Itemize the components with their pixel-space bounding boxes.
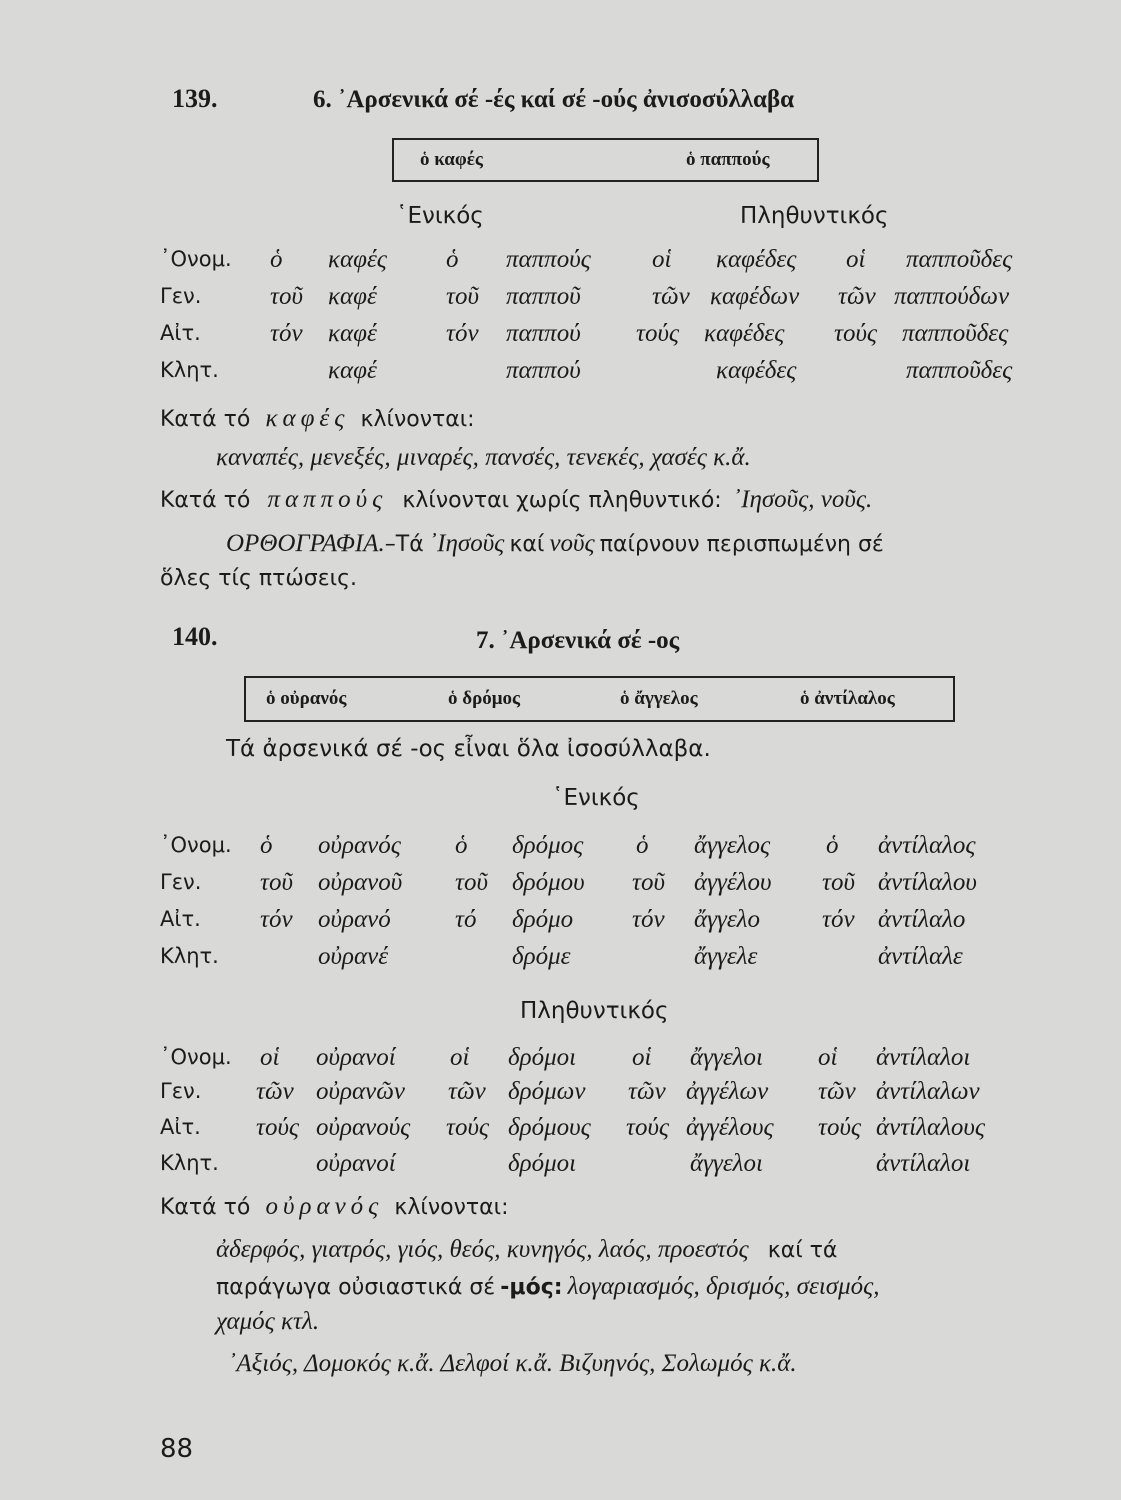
- article: τούς: [834, 320, 878, 347]
- plural-header-140: Πληθυντικός: [520, 998, 669, 1024]
- form: ἀγγέλου: [694, 869, 772, 896]
- form: καφέδων: [710, 283, 800, 310]
- article: τοῦ: [260, 869, 293, 896]
- article: τῶν: [652, 283, 690, 310]
- form: ἀντίλαλοι: [876, 1044, 971, 1071]
- orthography-note-line2: ὅλες τίς πτώσεις.: [160, 566, 357, 591]
- form: ἀντίλαλους: [876, 1114, 986, 1141]
- case-label: Γεν.: [160, 284, 202, 308]
- form: οὐρανοῦ: [318, 869, 403, 896]
- section-heading-140: 7. ᾿Αρσενικά σέ -ος: [476, 627, 680, 654]
- article: τούς: [626, 1114, 670, 1141]
- article: τοῦ: [632, 869, 665, 896]
- article: τούς: [636, 320, 680, 347]
- word-list-ouranos-line2: παράγωγα οὐσιαστικά σέ -μός: λογαριασμός, δρισμός, σεισμός,: [216, 1273, 880, 1300]
- box-word-kafes: ὁ καφές: [420, 149, 483, 170]
- article: ὁ: [826, 832, 839, 859]
- form: οὐρανούς: [316, 1114, 411, 1141]
- form: δρόμους: [508, 1114, 591, 1141]
- article: οἱ: [846, 246, 866, 273]
- article: τούς: [446, 1114, 490, 1141]
- paradigm-box-139: [392, 138, 819, 182]
- form: παππού: [506, 357, 581, 384]
- case-label: Αἰτ.: [160, 1115, 201, 1139]
- article: τοῦ: [446, 283, 479, 310]
- case-label: Αἰτ.: [160, 321, 201, 345]
- article: τοῦ: [822, 869, 855, 896]
- form: ἀντίλαλο: [878, 906, 966, 933]
- article: τόν: [446, 320, 479, 347]
- form: παπποῦ: [506, 283, 581, 310]
- case-label: ᾿Ονομ.: [160, 247, 232, 271]
- form: δρόμων: [508, 1078, 586, 1105]
- article: τοῦ: [270, 283, 303, 310]
- plural-header-139: Πληθυντικός: [740, 203, 889, 229]
- article: οἱ: [818, 1044, 838, 1071]
- article: ὁ: [636, 832, 649, 859]
- form: παπποῦδες: [906, 246, 1013, 273]
- word-list-kafes: καναπές, μενεξές, μιναρές, πανσές, τενεκές, χασές κ.ἄ.: [216, 444, 751, 471]
- form: παπποῦδες: [906, 357, 1013, 384]
- article: τόν: [822, 906, 855, 933]
- form: οὐρανοί: [316, 1044, 396, 1071]
- article: τούς: [256, 1114, 300, 1141]
- case-label: Κλητ.: [160, 1151, 219, 1175]
- form: καφέδες: [716, 357, 797, 384]
- case-label: Γεν.: [160, 1079, 202, 1103]
- form: ἀντίλαλων: [876, 1078, 980, 1105]
- article: οἱ: [632, 1044, 652, 1071]
- form: ἄγγελοι: [690, 1044, 763, 1071]
- form: ἀντίλαλος: [878, 832, 976, 859]
- form: ἀντίλαλε: [878, 943, 963, 970]
- form: παππούδων: [894, 283, 1010, 310]
- word-list-ouranos-line3: χαμός κτλ.: [216, 1308, 320, 1335]
- article: τῶν: [628, 1078, 666, 1105]
- article: τοῦ: [455, 869, 488, 896]
- form: καφέ: [328, 357, 377, 384]
- proper-names-line: ᾿Αξιός, Δομοκός κ.ἄ. Δελφοί κ.ἄ. Βιζυηνός, Σολωμός κ.ἄ.: [228, 1350, 797, 1377]
- form: οὐρανοί: [316, 1150, 396, 1177]
- article: ὁ: [455, 832, 468, 859]
- form: καφέ: [328, 283, 377, 310]
- form: καφέδες: [704, 320, 785, 347]
- form: οὐρανός: [318, 832, 401, 859]
- singular-header-140: ῾Ενικός: [552, 785, 640, 811]
- box-word-ouranos: ὁ οὐρανός: [266, 688, 347, 709]
- form: δρόμος: [512, 832, 584, 859]
- case-label: Γεν.: [160, 870, 202, 894]
- article: τόν: [260, 906, 293, 933]
- form: ἄγγελος: [694, 832, 771, 859]
- box-word-pappous: ὁ παππούς: [686, 149, 770, 170]
- article: ὁ: [446, 246, 459, 273]
- case-label: Κλητ.: [160, 358, 219, 382]
- form: καφέδες: [716, 246, 797, 273]
- orthography-note: ΟΡΘΟΓΡΑΦΙΑ.–Τά ᾿Ιησοῦς καί νοῦς παίρνουν περισπωμένη σέ: [226, 530, 884, 557]
- case-label: ᾿Ονομ.: [160, 833, 232, 857]
- intro-text-140: Τά ἀρσενικά σέ -ος εἶναι ὅλα ἰσοσύλλαβα.: [226, 736, 711, 762]
- declension-note-pappous: Κατά τό παππούς κλίνονται χωρίς πληθυντικό: ᾿Ιησοῦς, νοῦς.: [160, 486, 873, 513]
- form: οὐρανό: [318, 906, 391, 933]
- article: τόν: [632, 906, 665, 933]
- form: παππού: [506, 320, 581, 347]
- declension-note-kafes: Κατά τό καφές κλίνονται:: [160, 405, 475, 432]
- article: ὁ: [270, 246, 283, 273]
- article: τό: [455, 906, 477, 933]
- form: ἀγγέλων: [686, 1078, 769, 1105]
- paradigm-box-140: [244, 676, 955, 722]
- form: ἀντίλαλου: [878, 869, 977, 896]
- form: δρόμο: [512, 906, 574, 933]
- case-label: Κλητ.: [160, 944, 219, 968]
- word-list-ouranos-line1: ἀδερφός, γιατρός, γιός, θεός, κυνηγός, λαός, προεστός καί τά: [216, 1236, 838, 1263]
- form: οὐρανῶν: [316, 1078, 405, 1105]
- form: δρόμου: [512, 869, 585, 896]
- form: οὐρανέ: [318, 943, 389, 970]
- article: τῶν: [448, 1078, 486, 1105]
- article: οἱ: [652, 246, 672, 273]
- case-label: ᾿Ονομ.: [160, 1045, 232, 1069]
- form: καφές: [328, 246, 387, 273]
- case-label: Αἰτ.: [160, 907, 201, 931]
- box-word-antilalos: ὁ ἀντίλαλος: [800, 688, 895, 709]
- form: ἄγγελοι: [690, 1150, 763, 1177]
- article: τούς: [818, 1114, 862, 1141]
- form: δρόμοι: [508, 1150, 577, 1177]
- section-number-140: 140.: [172, 622, 218, 651]
- article: ὁ: [260, 832, 273, 859]
- form: ἄγγελε: [694, 943, 758, 970]
- section-heading-139: 6. ᾿Αρσενικά σέ -ές καί σέ -ούς ἀνισοσύλλαβα: [313, 86, 795, 113]
- article: τῶν: [818, 1078, 856, 1105]
- declension-note-ouranos: Κατά τό οὐρανός κλίνονται:: [160, 1193, 509, 1220]
- box-word-dromos: ὁ δρόμος: [448, 688, 521, 709]
- page-number: 88: [160, 1434, 194, 1464]
- form: παπποῦδες: [902, 320, 1009, 347]
- article: τῶν: [838, 283, 876, 310]
- box-word-aggelos: ὁ ἄγγελος: [620, 688, 698, 709]
- form: δρόμοι: [508, 1044, 577, 1071]
- article: οἱ: [260, 1044, 280, 1071]
- form: ἀγγέλους: [686, 1114, 774, 1141]
- section-number-139: 139.: [172, 84, 218, 113]
- article: οἱ: [450, 1044, 470, 1071]
- form: ἄγγελο: [694, 906, 761, 933]
- article: τῶν: [256, 1078, 294, 1105]
- form: ἀντίλαλοι: [876, 1150, 971, 1177]
- form: παππούς: [506, 246, 591, 273]
- singular-header-139: ῾Ενικός: [396, 203, 484, 229]
- form: δρόμε: [512, 943, 571, 970]
- article: τόν: [270, 320, 303, 347]
- form: καφέ: [328, 320, 377, 347]
